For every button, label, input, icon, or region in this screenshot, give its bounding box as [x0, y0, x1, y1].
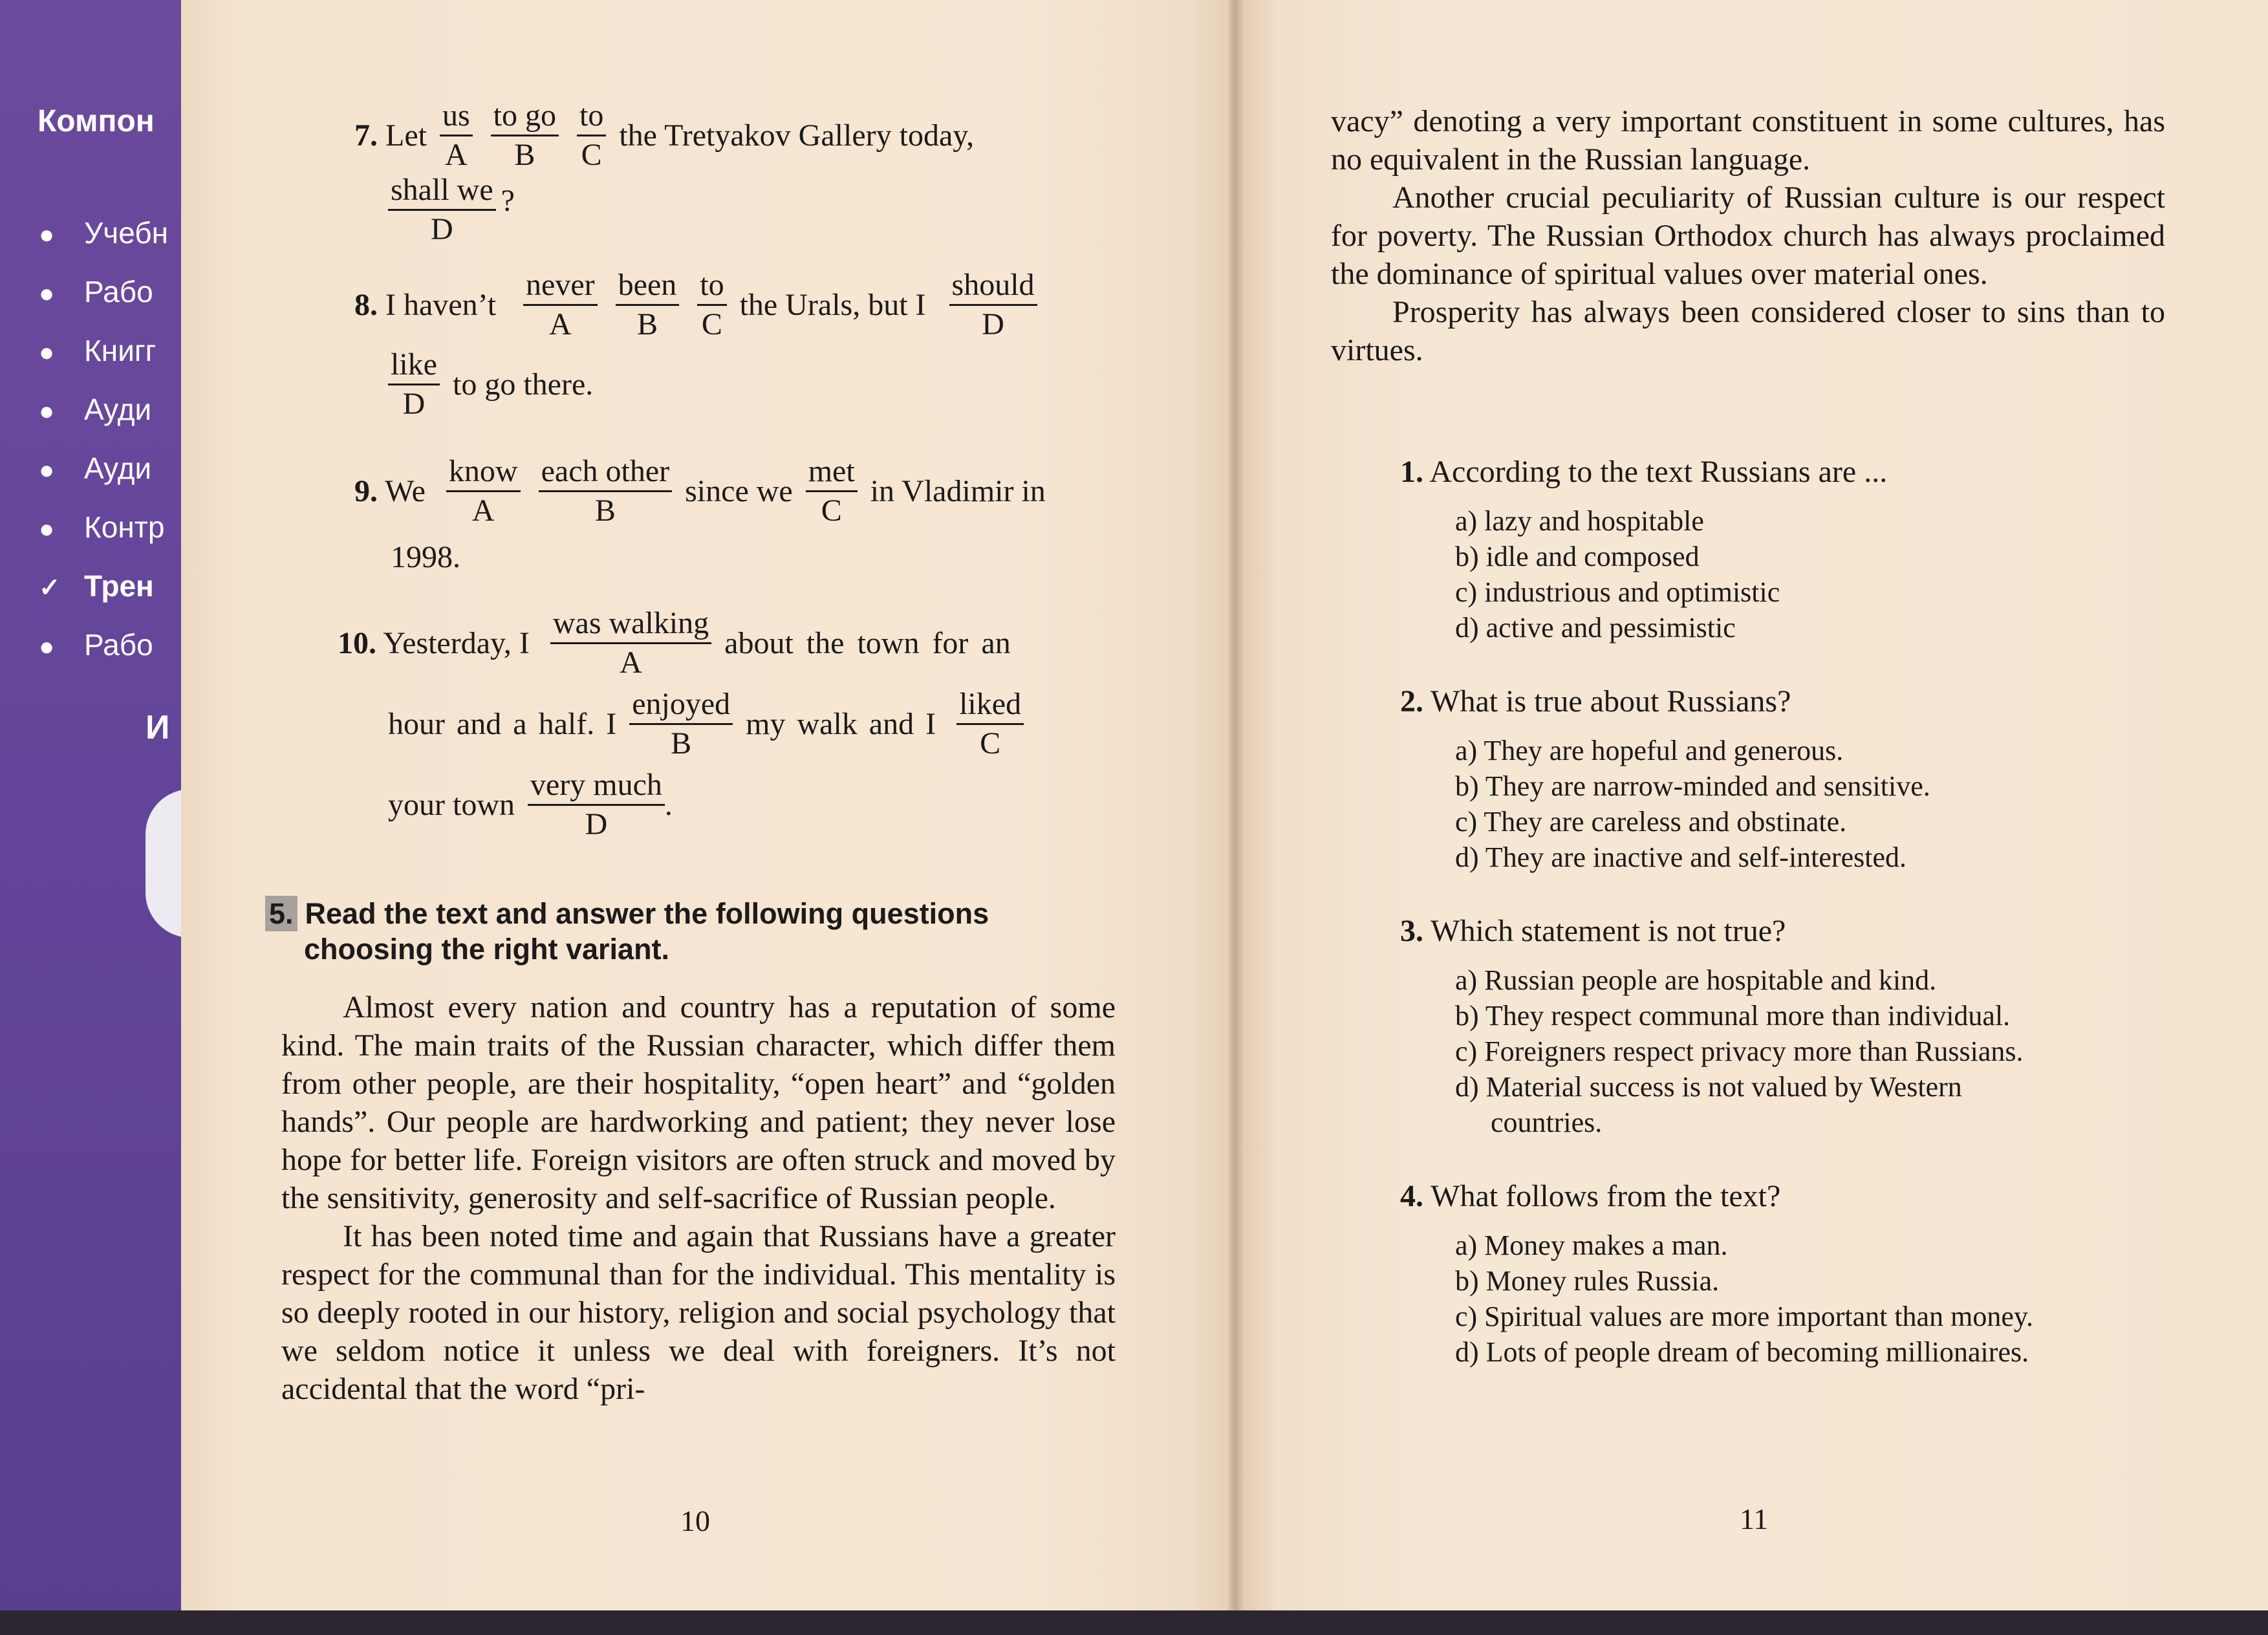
question-3: 3. Which statement is not true? a) Russian people are hospitable and kind. b) They respect communal more than individual. c) Foreigners respect privacy more than Russians. d) Material success is not valued by Western countries. — [1400, 912, 2176, 1140]
paragraph: It has been noted time and again that Russians have a greater respect for the communal than for the individual. This mentality is so deeply rooted in our history, religion and social psychology that we seldom notice it unless we deal with foreigners. It’s not accidental that the word “pri- — [281, 1219, 1116, 1406]
option-c: liked C — [956, 686, 1024, 763]
answer-option: b) idle and composed — [1455, 541, 1700, 572]
option-c: $\frac{to}{C}$ — [697, 266, 726, 343]
answer-option: a) Money makes a man. — [1455, 1229, 1728, 1261]
table-surface — [0, 1610, 2268, 1635]
brochure-item: ● Ауди — [39, 451, 152, 485]
answer-option: d) They are inactive and self-interested. — [1455, 841, 1906, 873]
answer-option: c) Spiritual values are more important than money. — [1455, 1301, 2033, 1332]
option-d: shall we D — [388, 171, 496, 248]
option-b: been B — [616, 266, 680, 343]
task-heading: 5. Read the text and answer the following questions choosing the right variant. — [304, 896, 1125, 967]
option-a: $\frac{us}{A}$ — [440, 97, 473, 174]
reading-text-right — [1331, 102, 2165, 369]
page-number: 10 — [680, 1504, 710, 1537]
answer-option: c) Foreigners respect privacy more than Russians. — [1455, 1035, 2024, 1067]
option-c: $\frac{to}{C}$ — [577, 97, 606, 174]
exercise-item-8-cont: like D to go there. — [388, 346, 593, 423]
page-number: 11 — [1740, 1502, 1769, 1535]
question-1: 1. According to the text Russians are ... a) lazy and hospitable b) idle and composed c) industrious and optimistic d) active and pessimistic — [1400, 453, 2176, 645]
option-b: each other B — [539, 453, 673, 530]
option-d: like D — [388, 346, 440, 423]
answer-option: b) Money rules Russia. — [1455, 1265, 1720, 1297]
answer-option: a) Russian people are hospitable and kind. — [1455, 964, 1937, 996]
answer-list — [1455, 1228, 2176, 1370]
option-b: $\frac{\text{to go}}{B}$ — [491, 97, 559, 174]
exercise-item-9-cont: 1998. — [391, 540, 460, 574]
option-a: was walking A — [550, 605, 711, 682]
answer-list — [1455, 733, 2176, 875]
answer-option: a) They are hopeful and generous. — [1455, 735, 1844, 766]
brochure-item: ● Учебн — [39, 216, 169, 250]
answer-list — [1455, 962, 2176, 1140]
brochure-heading: И — [146, 709, 170, 746]
answer-option: d) Lots of people dream of becoming millionaires. — [1455, 1336, 2029, 1368]
paragraph: Another crucial peculiarity of Russian culture is our respect for poverty. The Russian Orthodox church has always proclaimed the dominance of spiritual values over material ones. — [1331, 180, 2165, 291]
exercise-item-7: 7. Let $\frac{us}{A}$ $\frac{\text{to go}}{B}$ $\frac{to}{C}$ the Tretyakov Gallery today, — [354, 97, 974, 174]
answer-option: countries. — [1491, 1107, 1603, 1138]
answer-option: c) They are careless and obstinate. — [1455, 806, 1847, 838]
question-4: 4. What follows from the text? a) Money makes a man. b) Money rules Russia. c) Spiritual values are more important than money. d) Lots of people dream of becoming millionaires. — [1400, 1177, 2176, 1370]
brochure-item-active: ✓ Трен — [39, 557, 194, 616]
option-a: know A — [446, 453, 521, 530]
brochure-item: ● Ауди — [39, 393, 152, 426]
answer-option: c) industrious and optimistic — [1455, 576, 1780, 608]
check-icon: ✓ — [39, 574, 61, 602]
option-b: enjoyed B — [629, 686, 733, 763]
answer-list — [1455, 503, 2176, 645]
exercise-item-10-line3: your town very much D . — [388, 766, 673, 843]
paragraph: Prosperity has always been considered closer to sins than to virtues. — [1331, 295, 2165, 367]
option-c: met C — [806, 453, 858, 530]
option-d: very much D — [528, 766, 665, 843]
exercise-item-9: 9. We know A each other B since we met C in Vladimir in — [354, 453, 1046, 530]
answer-option: d) active and pessimistic — [1455, 612, 1736, 644]
option-d: should D — [949, 266, 1037, 343]
answer-option: b) They are narrow-minded and sensitive. — [1455, 770, 1930, 802]
book-spine — [1226, 0, 1245, 1610]
exercise-item-10: 10. Yesterday, I was walking A about the town for an — [338, 605, 1011, 682]
task-number: 5. — [265, 896, 297, 931]
brochure-item: ● Рабо — [39, 275, 153, 309]
brochure-title: Компон — [38, 104, 155, 138]
brochure-item: ● Контр — [39, 510, 165, 544]
option-a: never A — [523, 266, 598, 343]
paragraph: Almost every nation and country has a reputation of some kind. The main traits of the Russian character, which differ them from other people, are their hospitality, “open heart” and “golden hands”. Our people are hardworking and patient; they never lose hope for better life. Foreign visitors are often struck and moved by the sensitivity, generosity and self-sacrifice of Russian people. — [281, 990, 1116, 1215]
answer-option: b) They respect communal more than individual. — [1455, 1000, 2011, 1032]
paragraph: vacy” denoting a very important constituent in some cultures, has no equivalent in the Russian language. — [1331, 104, 2165, 177]
answer-option: d) Material success is not valued by Western — [1455, 1071, 1962, 1103]
exercise-item-8: 8. I haven’t never A been B $\frac{to}{C}$ the Urals, but I should D — [354, 266, 1042, 343]
reading-text-left — [281, 988, 1116, 1408]
brochure-item: ● Рабо — [39, 628, 153, 662]
exercise-item-7-cont: shall we D ? — [388, 171, 515, 248]
brochure-list — [39, 204, 194, 675]
answer-option: a) lazy and hospitable — [1455, 505, 1704, 537]
brochure-item: ● Книгг — [39, 334, 157, 367]
question-2: 2. What is true about Russians? a) They are hopeful and generous. b) They are narrow-minded and sensitive. c) They are careless and obstinate. d) They are inactive and self-interested. — [1400, 682, 2176, 875]
exercise-item-10-line2: hour and a half. I enjoyed B my walk and I liked C — [388, 686, 1029, 763]
